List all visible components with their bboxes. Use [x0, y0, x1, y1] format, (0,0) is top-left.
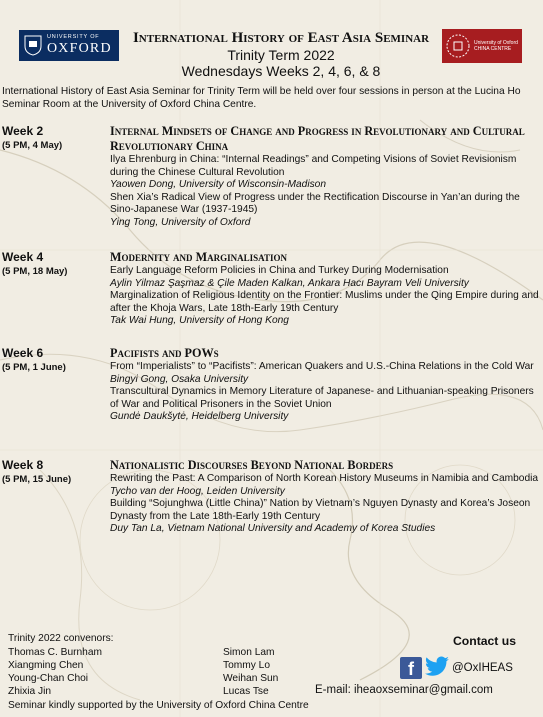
- week-label: Week 8: [2, 458, 44, 472]
- week-time: (5 PM, 15 June): [2, 474, 72, 485]
- intro-paragraph: International History of East Asia Seminar for Trinity Term will be held over four sessions in person at the Lucina Ho Seminar Room at the University of Oxford China Centre.: [2, 86, 521, 110]
- convenor-name: Thomas C. Burnham: [8, 647, 102, 658]
- convenors-column-1: [8, 646, 102, 698]
- talk-speaker: Aylin Yilmaz Şaşmaz & Çile Maden Kalkan, Ankara Hacı Bayram Veli University: [110, 277, 469, 289]
- china-centre-emblem-icon: [445, 33, 471, 59]
- talk-title: Transcultural Dynamics in Memory Literature of Japanese- and Lithuanian-speaking Prisoners of War and Political Prisoners in the Soviet Union: [110, 386, 534, 410]
- talk-speaker: Bingyi Gong, Osaka University: [110, 373, 249, 385]
- week-label: Week 4: [2, 250, 44, 264]
- week-label: Week 6: [2, 346, 44, 360]
- talk-speaker: Yaowen Dong, University of Wisconsin-Madison: [110, 179, 327, 190]
- talk-speaker: Gundė Daukšytė, Heidelberg University: [110, 411, 289, 422]
- talk-speaker: Tak Wai Hung, University of Hong Kong: [110, 315, 289, 326]
- talk-speaker: Duy Tan La, Vietnam National University and Academy of Korea Studies: [110, 523, 436, 534]
- session-title: Nationalistic Discourses Beyond National Borders: [110, 458, 394, 472]
- support-note: Seminar kindly supported by the University of Oxford China Centre: [8, 700, 309, 711]
- oxford-logo: [19, 30, 119, 61]
- session-title: Pacifists and POWs: [110, 346, 219, 360]
- talk-title: Shen Xia’s Radical View of Progress under the Rectification Discourse in Yan’an during the Sino-Japanese War (1937-1945): [110, 191, 520, 215]
- week-time: (5 PM, 4 May): [2, 140, 63, 151]
- china-centre-logo-line2: CHINA CENTRE: [474, 46, 512, 52]
- seminar-title: International History of East Asia Seminar: [132, 30, 430, 46]
- convenor-name: Tommy Lo: [223, 660, 270, 671]
- contact-email[interactable]: E-mail: iheaoxseminar@gmail.com: [315, 684, 493, 696]
- oxford-crest-icon: [24, 35, 42, 56]
- convenors-heading: Trinity 2022 convenors:: [8, 633, 114, 644]
- talk-title: Early Language Reform Policies in China and Turkey During Modernisation: [110, 265, 449, 276]
- convenor-name: Simon Lam: [223, 647, 275, 658]
- social-handle[interactable]: @OxIHEAS: [452, 662, 513, 674]
- week-label: Week 2: [2, 124, 44, 138]
- week-time: (5 PM, 18 May): [2, 266, 68, 277]
- oxford-logo-text: OXFORD: [47, 41, 112, 57]
- week-time: (5 PM, 1 June): [2, 362, 66, 373]
- talk-title: Rewriting the Past: A Comparison of North Korean History Museums in Namibia and Cambodia: [110, 473, 539, 484]
- session-title: Modernity and Marginalisation: [110, 250, 287, 264]
- talk-title: Ilya Ehrenburg in China: “Internal Readings” and Competing Visions of Soviet Revisionism during the Chinese Cultural Revolution: [110, 154, 517, 178]
- talk-speaker: Tycho van der Hoog, Leiden University: [110, 485, 285, 497]
- convenors-column-2: [223, 646, 278, 698]
- facebook-icon[interactable]: f: [400, 657, 422, 679]
- contact-heading: Contact us: [453, 634, 516, 648]
- schedule-line: Wednesdays Weeks 2, 4, 6, & 8: [181, 63, 381, 79]
- convenor-name: Weihan Sun: [223, 673, 279, 684]
- title-block: [125, 30, 437, 79]
- convenor-name: Young-Chan Choi: [8, 673, 89, 684]
- china-centre-logo: [442, 29, 522, 63]
- convenor-name: Lucas Tse: [223, 686, 269, 697]
- convenor-name: Zhixia Jin: [8, 686, 52, 697]
- term-line: Trinity Term 2022: [227, 47, 335, 63]
- talk-title: From “Imperialists” to “Pacifists”: American Quakers and U.S.-China Relations in the Cold War: [110, 361, 534, 372]
- talk-title: Building “Sojunghwa (Little China)” Nation by Vietnam’s Nguyen Dynasty and Korea’s Joseon Dynasty from the Late 18th-Early 19th Century: [110, 498, 531, 522]
- talk-title: Marginalization of Religious Identity on the Frontier: Muslims under the Qing Empire during and after the Khoja Wars, Late 18th-Early 19th Century: [110, 290, 539, 314]
- convenor-name: Xiangming Chen: [8, 660, 84, 671]
- talk-speaker: Ying Tong, University of Oxford: [110, 216, 251, 228]
- china-centre-logo-line1: University of Oxford: [474, 39, 518, 46]
- oxford-logo-small-text: UNIVERSITY OF: [47, 33, 100, 40]
- twitter-icon[interactable]: [424, 656, 450, 678]
- session-title: Internal Mindsets of Change and Progress in Revolutionary and Cultural Revolutionary China: [110, 124, 525, 153]
